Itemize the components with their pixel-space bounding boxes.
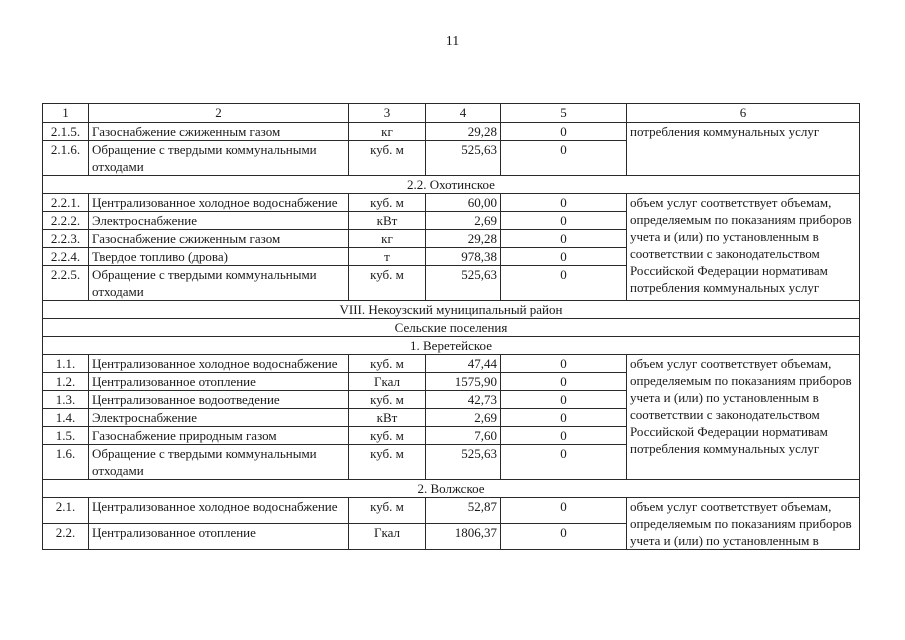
unit-cell: кг xyxy=(349,230,426,248)
service-name: Газоснабжение природным газом xyxy=(89,427,349,445)
service-name: Обращение с твердыми коммунальными отходами xyxy=(89,266,349,301)
service-name: Обращение с твердыми коммунальными отходами xyxy=(89,141,349,176)
service-name: Электроснабжение xyxy=(89,212,349,230)
header-cell: 3 xyxy=(349,104,426,123)
section-title: 2. Волжское xyxy=(43,480,860,498)
tariff-table xyxy=(42,103,860,550)
service-name: Централизованное холодное водоснабжение xyxy=(89,355,349,373)
table-row xyxy=(43,498,860,524)
zero-cell: 0 xyxy=(501,498,627,524)
unit-cell: кВт xyxy=(349,409,426,427)
zero-cell: 0 xyxy=(501,409,627,427)
row-number: 1.5. xyxy=(43,427,89,445)
service-name: Централизованное отопление xyxy=(89,524,349,550)
zero-cell: 0 xyxy=(501,355,627,373)
service-name: Электроснабжение xyxy=(89,409,349,427)
row-number: 1.6. xyxy=(43,445,89,480)
unit-cell: куб. м xyxy=(349,427,426,445)
unit-cell: куб. м xyxy=(349,266,426,301)
section-row xyxy=(43,337,860,355)
service-name: Централизованное отопление xyxy=(89,373,349,391)
value-cell: 525,63 xyxy=(426,141,501,176)
section-row xyxy=(43,319,860,337)
value-cell: 978,38 xyxy=(426,248,501,266)
section-title: Сельские поселения xyxy=(43,319,860,337)
table-row xyxy=(43,194,860,212)
row-number: 2.2.3. xyxy=(43,230,89,248)
value-cell: 1575,90 xyxy=(426,373,501,391)
table-row xyxy=(43,355,860,373)
zero-cell: 0 xyxy=(501,141,627,176)
value-cell: 2,69 xyxy=(426,409,501,427)
service-name: Централизованное холодное водоснабжение xyxy=(89,194,349,212)
value-cell: 52,87 xyxy=(426,498,501,524)
header-cell: 4 xyxy=(426,104,501,123)
row-number: 2.2.1. xyxy=(43,194,89,212)
volume-note: объем услуг соответствует объемам, определяемым по показаниям приборов учета и (или) по установленным в соответствии с законодательством Российской Федерации нормативам потребления коммунальных услуг xyxy=(627,194,860,301)
unit-cell: куб. м xyxy=(349,498,426,524)
row-number: 1.4. xyxy=(43,409,89,427)
unit-cell: куб. м xyxy=(349,141,426,176)
unit-cell: куб. м xyxy=(349,355,426,373)
zero-cell: 0 xyxy=(501,123,627,141)
row-number: 2.2.4. xyxy=(43,248,89,266)
zero-cell: 0 xyxy=(501,391,627,409)
value-cell: 29,28 xyxy=(426,123,501,141)
row-number: 2.1.5. xyxy=(43,123,89,141)
unit-cell: кВт xyxy=(349,212,426,230)
row-number: 1.2. xyxy=(43,373,89,391)
value-cell: 525,63 xyxy=(426,445,501,480)
section-title: 2.2. Охотинское xyxy=(43,176,860,194)
zero-cell: 0 xyxy=(501,230,627,248)
zero-cell: 0 xyxy=(501,248,627,266)
value-cell: 42,73 xyxy=(426,391,501,409)
service-name: Газоснабжение сжиженным газом xyxy=(89,123,349,141)
service-name: Обращение с твердыми коммунальными отходами xyxy=(89,445,349,480)
zero-cell: 0 xyxy=(501,445,627,480)
header-cell: 2 xyxy=(89,104,349,123)
service-name: Газоснабжение сжиженным газом xyxy=(89,230,349,248)
row-number: 2.1.6. xyxy=(43,141,89,176)
unit-cell: куб. м xyxy=(349,391,426,409)
section-row xyxy=(43,176,860,194)
section-row xyxy=(43,301,860,319)
service-name: Централизованное водоотведение xyxy=(89,391,349,409)
volume-note: объем услуг соответствует объемам, определяемым по показаниям приборов учета и (или) по установленным в xyxy=(627,498,860,550)
row-number: 2.2. xyxy=(43,524,89,550)
unit-cell: т xyxy=(349,248,426,266)
value-cell: 47,44 xyxy=(426,355,501,373)
table-row xyxy=(43,123,860,141)
row-number: 2.1. xyxy=(43,498,89,524)
volume-note: потребления коммунальных услуг xyxy=(627,123,860,176)
unit-cell: Гкал xyxy=(349,373,426,391)
zero-cell: 0 xyxy=(501,373,627,391)
row-number: 2.2.2. xyxy=(43,212,89,230)
value-cell: 525,63 xyxy=(426,266,501,301)
section-title: VIII. Некоузский муниципальный район xyxy=(43,301,860,319)
value-cell: 2,69 xyxy=(426,212,501,230)
section-title: 1. Веретейское xyxy=(43,337,860,355)
unit-cell: кг xyxy=(349,123,426,141)
value-cell: 29,28 xyxy=(426,230,501,248)
service-name: Централизованное холодное водоснабжение xyxy=(89,498,349,524)
zero-cell: 0 xyxy=(501,212,627,230)
zero-cell: 0 xyxy=(501,266,627,301)
row-number: 2.2.5. xyxy=(43,266,89,301)
zero-cell: 0 xyxy=(501,427,627,445)
value-cell: 60,00 xyxy=(426,194,501,212)
row-number: 1.1. xyxy=(43,355,89,373)
row-number: 1.3. xyxy=(43,391,89,409)
unit-cell: Гкал xyxy=(349,524,426,550)
value-cell: 7,60 xyxy=(426,427,501,445)
volume-note: объем услуг соответствует объемам, определяемым по показаниям приборов учета и (или) по установленным в соответствии с законодательством Российской Федерации нормативам потребления коммунальных услуг xyxy=(627,355,860,480)
value-cell: 1806,37 xyxy=(426,524,501,550)
header-cell: 1 xyxy=(43,104,89,123)
zero-cell: 0 xyxy=(501,194,627,212)
header-row xyxy=(43,104,860,123)
header-cell: 6 xyxy=(627,104,860,123)
header-cell: 5 xyxy=(501,104,627,123)
zero-cell: 0 xyxy=(501,524,627,550)
page-number: 11 xyxy=(445,34,460,49)
unit-cell: куб. м xyxy=(349,445,426,480)
service-name: Твердое топливо (дрова) xyxy=(89,248,349,266)
unit-cell: куб. м xyxy=(349,194,426,212)
section-row xyxy=(43,480,860,498)
